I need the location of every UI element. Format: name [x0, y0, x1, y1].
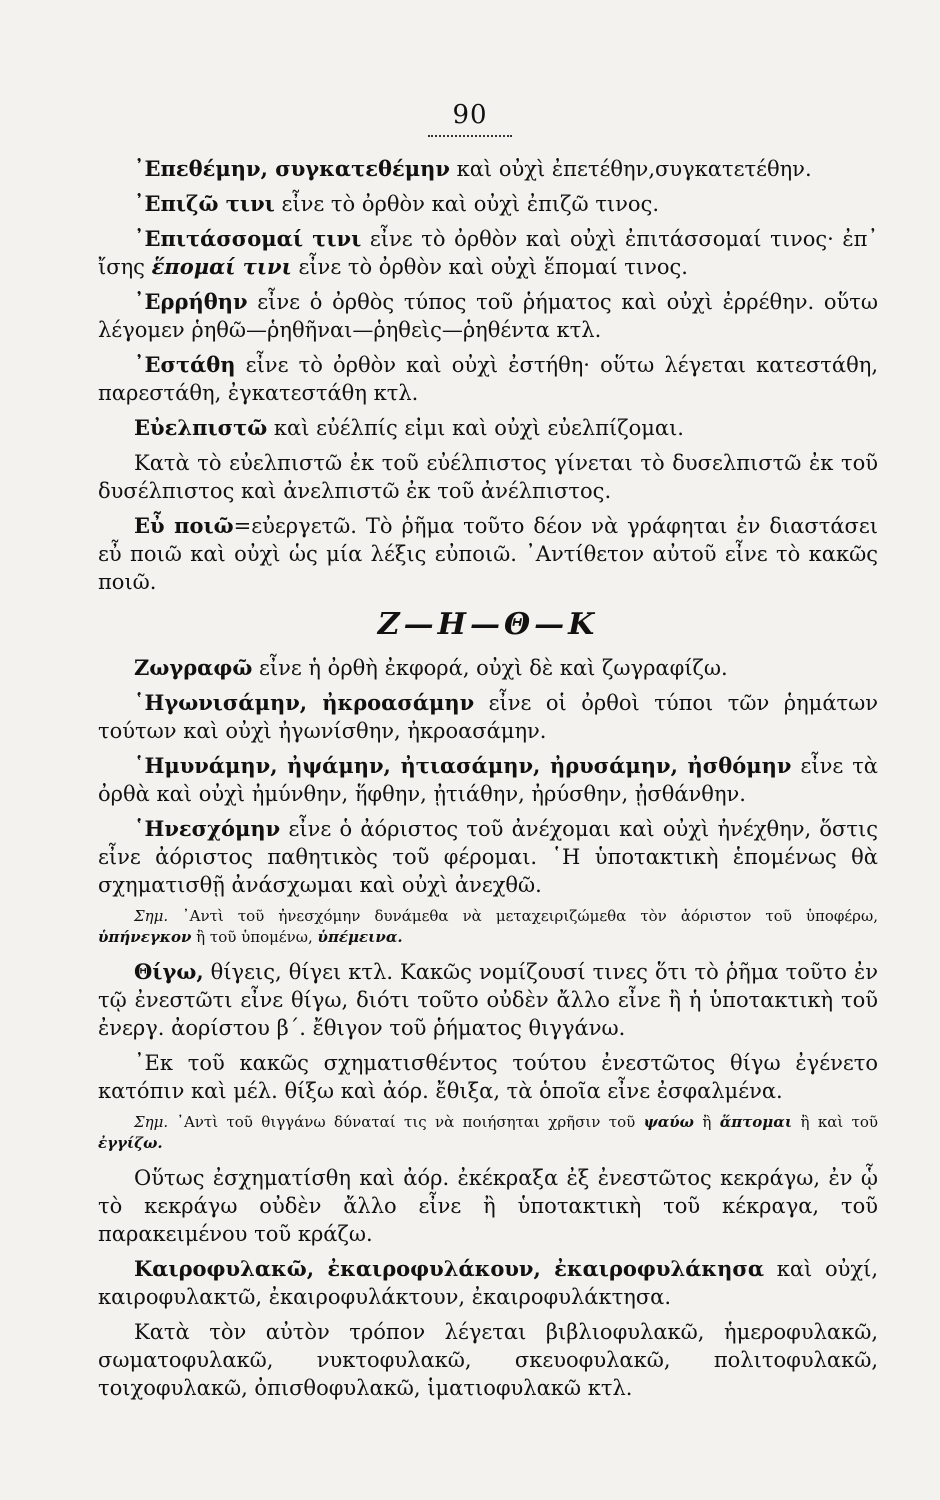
entry-errethen: ᾿Ερρήθην εἶνε ὁ ὀρθὸς τύπος τοῦ ῥήματος καὶ οὐχὶ ἐρρέθην. οὕτω λέγομεν ῥηθῶ—ῥηθῆναι—ῥηθεὶς—ῥηθέντα κτλ.: [98, 289, 878, 342]
headword: ᾿Εστάθη: [134, 352, 236, 377]
headword: ῾Ημυνάμην, ἠψάμην, ἠτιασάμην, ἠρυσάμην, ἠσθόμην: [134, 753, 792, 778]
entry-egonisamen: ῾Ηγωνισάμην, ἠκροασάμην εἶνε οἱ ὀρθοὶ τύποι τῶν ῥημάτων τούτων καὶ οὐχὶ ἠγωνίσθην, ἠκροασάμην.: [98, 690, 879, 743]
headword: ῾Ηγωνισάμην, ἠκροασάμην: [134, 690, 475, 715]
entry-euelpisto: Εὐελπιστῶ καὶ εὐέλπίς εἰμι καὶ οὐχὶ εὐελπίζομαι.: [134, 415, 684, 440]
page-number: 90: [452, 100, 488, 130]
entry-kairofylako: Καιροφυλακῶ, ἐκαιροφυλάκουν, ἐκαιροφυλάκησα καὶ οὐχί, καιροφυλακτῶ, ἐκαιροφυλάκτουν, ἐκαιροφυλάκτησα.: [98, 1256, 878, 1309]
paragraph-dyselpisto: Κατὰ τὸ εὐελπιστῶ ἐκ τοῦ εὐέλπιστος γίνεται τὸ δυσελπιστῶ ἐκ τοῦ δυσέλπιστος καὶ ἀνελπιστῶ ἐκ τοῦ ἀνέλπιστος.: [98, 451, 878, 503]
main-text: [98, 155, 878, 1409]
headword: ῾Ηνεσχόμην: [134, 816, 281, 841]
entry-zografo: Ζωγραφῶ εἶνε ἡ ὀρθὴ ἐκφορά, οὐχὶ δὲ καὶ ζωγραφίζω.: [134, 655, 728, 680]
headword: Εὖ ποιῶ: [134, 513, 234, 538]
entry-epizo: ᾿Επιζῶ τινι εἶνε τὸ ὀρθὸν καὶ οὐχὶ ἐπιζῶ τινος.: [134, 191, 660, 216]
entry-eu-poio: Εὖ ποιῶ=εὐεργετῶ. Τὸ ῥῆμα τοῦτο δέον νὰ γράφηται ἐν διαστάσει εὖ ποιῶ καὶ οὐχὶ ὡς μία λέξις εὐποιῶ. ᾿Αντίθετον αὐτοῦ εἶνε τὸ κακῶς ποιῶ.: [98, 513, 878, 594]
entry-thigo: Θίγω, θίγεις, θίγει κτλ. Κακῶς νομίζουσί τινες ὅτι τὸ ῥῆμα τοῦτο ἐν τῷ ἐνεστῶτι εἶνε θίγω, διότι τοῦτο οὐδὲν ἄλλο εἶνε ἢ ἡ ὑποτακτικὴ τοῦ ἐνεργ. ἀορίστου β΄. ἔθιγον τοῦ ῥήματος θιγγάνω.: [98, 959, 878, 1040]
entry-estathe: ᾿Εστάθη εἶνε τὸ ὀρθὸν καὶ οὐχὶ ἐστήθη· οὕτω λέγεται κατεστάθη, παρεστάθη, ἐγκατεστάθη κτλ.: [98, 352, 878, 405]
section-heading: Ζ—Η—Θ—Κ: [377, 607, 599, 642]
note-enescomen: Σημ. ᾿Αντὶ τοῦ ἠνεσχόμην δυνάμεθα νὰ μεταχειριζώμεθα τὸν ἀόριστον τοῦ ὑποφέρω, ὑπήνεγκον ἢ τοῦ ὑπομένω, ὑπέμεινα.: [98, 907, 878, 946]
paragraph-fylako-compounds: Κατὰ τὸν αὐτὸν τρόπον λέγεται βιβλιοφυλακῶ, ἡμεροφυλακῶ, σωματοφυλακῶ, νυκτοφυλακῶ, σκευοφυλακῶ, πολιτοφυλακῶ, τοιχοφυλακῶ, ὀπισθοφυλακῶ, ἱματιοφυλακῶ κτλ.: [98, 1320, 878, 1400]
headword: Εὐελπιστῶ: [134, 415, 268, 440]
page-number-ornament: [428, 131, 512, 137]
headword: ᾿Επιτάσσομαί τινι: [134, 226, 362, 251]
headword: ᾿Ερρήθην: [134, 289, 248, 314]
paragraph-kekrago: Οὕτως ἐσχηματίσθη καὶ ἀόρ. ἐκέκραξα ἐξ ἐνεστῶτος κεκράγω, ἐν ᾧ τὸ κεκράγω οὐδὲν ἄλλο εἶνε ἢ ὑποτακτικὴ τοῦ κέκραγα, τοῦ παρακειμένου τοῦ κράζω.: [98, 1166, 878, 1246]
headword: ᾿Επιζῶ τινι: [134, 191, 275, 216]
headword: Θίγω,: [134, 959, 204, 984]
entry-emynamen: ῾Ημυνάμην, ἠψάμην, ἠτιασάμην, ἠρυσάμην, ἠσθόμην εἶνε τὰ ὀρθὰ καὶ οὐχὶ ἠμύνθην, ἥφθην, ᾐτιάθην, ἠρύσθην, ᾐσθάνθην.: [98, 753, 878, 806]
entry-epitassomai: ᾿Επιτάσσομαί τινι εἶνε τὸ ὀρθὸν καὶ οὐχὶ ἐπιτάσσομαί τινος· ἐπ᾿ ἴσης ἕπομαί τινι εἶνε τὸ ὀρθὸν καὶ οὐχὶ ἕπομαί τινος.: [98, 226, 878, 279]
note-thiggano: Σημ. ᾿Αντὶ τοῦ θιγγάνω δύναταί τις νὰ ποιήσηται χρῆσιν τοῦ ψαύω ἢ ἅπτομαι ἢ καὶ τοῦ ἐγγίζω.: [98, 1113, 879, 1152]
headword: ᾿Επεθέμην, συγκατεθέμην: [134, 156, 450, 181]
headword: Καιροφυλακῶ, ἐκαιροφυλάκουν, ἐκαιροφυλάκησα: [134, 1256, 765, 1281]
paragraph-thigo-future: ᾿Εκ τοῦ κακῶς σχηματισθέντος τούτου ἐνεστῶτος θίγω ἐγένετο κατόπιν καὶ μέλ. θίξω καὶ ἀόρ. ἔθιξα, τὰ ὁποῖα εἶνε ἐσφαλμένα.: [98, 1051, 878, 1103]
headword: Ζωγραφῶ: [134, 655, 253, 680]
entry-enescomen: ῾Ηνεσχόμην εἶνε ὁ ἀόριστος τοῦ ἀνέχομαι καὶ οὐχὶ ἠνέχθην, ὅστις εἶνε ἀόριστος παθητικὸς τοῦ φέρομαι. ῾Η ὑποτακτικὴ ἑπομένως θὰ σχηματισθῇ ἀνάσχωμαι καὶ οὐχὶ ἀνεχθῶ.: [98, 816, 878, 897]
entry-epethemen: ᾿Επεθέμην, συγκατεθέμην καὶ οὐχὶ ἐπετέθην,συγκατετέθην.: [134, 156, 812, 181]
